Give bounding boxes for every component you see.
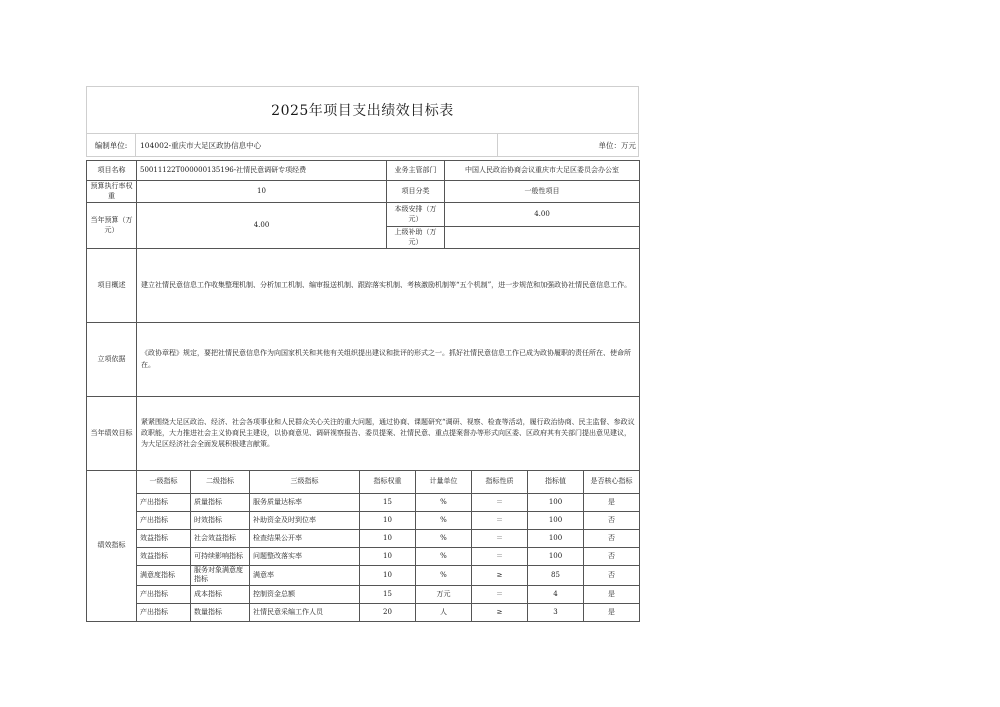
indicator-row <box>87 494 640 512</box>
category-label: 项目分类 <box>387 181 445 203</box>
performance-table-page <box>86 86 639 622</box>
indicator-cell: 满意率 <box>250 566 360 586</box>
indicator-cell: % <box>416 494 472 512</box>
upper-value <box>445 227 640 249</box>
indicator-cell: 100 <box>528 512 584 530</box>
header-cell: 三级指标 <box>250 471 360 494</box>
indicator-cell: 15 <box>360 585 416 603</box>
indicator-cell: 万元 <box>416 585 472 603</box>
indicator-cell: % <box>416 548 472 566</box>
indicator-row <box>87 585 640 603</box>
indicator-cell: ＝ <box>472 530 528 548</box>
basis-text: 《政协章程》规定，要把社情民意信息作为向国家机关和其他有关组织提出建议和批评的形式之一。抓好社情民意信息工作已成为政协履职的责任所在、使命所在。 <box>137 323 640 397</box>
unit-label: 单位：万元 <box>497 134 638 156</box>
indicator-cell: 质量指标 <box>191 494 250 512</box>
indicator-cell: 效益指标 <box>137 530 191 548</box>
indicator-cell: 10 <box>360 512 416 530</box>
indicator-cell: 10 <box>360 530 416 548</box>
indicator-cell: 20 <box>360 603 416 621</box>
indicator-cell: 15 <box>360 494 416 512</box>
indicator-cell: 效益指标 <box>137 548 191 566</box>
indicator-cell: 服务对象满意度指标 <box>191 566 250 586</box>
indicator-cell: 100 <box>528 548 584 566</box>
indicator-cell: 产出指标 <box>137 512 191 530</box>
org-value: 104002-重庆市大足区政协信息中心 <box>135 134 497 156</box>
header-cell: 指标值 <box>528 471 584 494</box>
basis-label: 立项依据 <box>87 323 137 397</box>
overview-text: 建立社情民意信息工作收集整理机制、分析加工机制、编审报送机制、跟踪落实机制、考核激励机制等“五个机制”，进一步规范和加强政协社情民意信息工作。 <box>137 249 640 323</box>
indicator-cell: 3 <box>528 603 584 621</box>
header-cell: 一级指标 <box>137 471 191 494</box>
indicator-cell: 服务质量达标率 <box>250 494 360 512</box>
indicator-cell: 是 <box>584 603 640 621</box>
indicator-cell: 可持续影响指标 <box>191 548 250 566</box>
goal-label: 当年绩效目标 <box>87 397 137 471</box>
page-title: 2025年项目支出绩效目标表 <box>86 86 639 133</box>
org-unit-row <box>86 133 639 157</box>
indicator-cell: 否 <box>584 566 640 586</box>
indicator-row <box>87 512 640 530</box>
category-value: 一般性项目 <box>445 181 640 203</box>
org-label: 编制单位: <box>94 140 128 150</box>
indicator-row <box>87 566 640 586</box>
project-info-table <box>86 160 640 471</box>
weight-value: 10 <box>137 181 387 203</box>
indicator-row <box>87 603 640 621</box>
indicator-cell: ＝ <box>472 548 528 566</box>
indicator-cell: 补助资金及时到位率 <box>250 512 360 530</box>
indicator-cell: ＝ <box>472 585 528 603</box>
indicator-cell: 产出指标 <box>137 494 191 512</box>
project-name-value: 50011122T000000135196-社情民意调研专项经费 <box>137 161 387 181</box>
budget-label: 当年预算（万元） <box>87 203 137 249</box>
indicator-cell: 控制资金总额 <box>250 585 360 603</box>
indicator-cell: 否 <box>584 530 640 548</box>
indicator-cell: 4 <box>528 585 584 603</box>
header-cell: 是否核心指标 <box>584 471 640 494</box>
indicator-cell: 满意度指标 <box>137 566 191 586</box>
weight-label: 预算执行率权重 <box>87 181 137 203</box>
indicator-cell: 100 <box>528 530 584 548</box>
indicator-cell: 成本指标 <box>191 585 250 603</box>
indicator-cell: 人 <box>416 603 472 621</box>
indicator-cell: 100 <box>528 494 584 512</box>
indicator-row <box>87 530 640 548</box>
header-cell: 二级指标 <box>191 471 250 494</box>
budget-value: 4.00 <box>137 203 387 249</box>
upper-label: 上级补助（万元） <box>387 227 445 249</box>
indicator-cell: 是 <box>584 494 640 512</box>
header-cell: 计量单位 <box>416 471 472 494</box>
indicator-cell: ≥ <box>472 566 528 586</box>
indicator-cell: 10 <box>360 566 416 586</box>
header-cell: 指标权重 <box>360 471 416 494</box>
header-cell: 指标性质 <box>472 471 528 494</box>
indicator-cell: ＝ <box>472 494 528 512</box>
indicator-cell: 产出指标 <box>137 585 191 603</box>
indicator-cell: % <box>416 530 472 548</box>
indicator-cell: 数量指标 <box>191 603 250 621</box>
local-value: 4.00 <box>445 203 640 227</box>
indicator-cell: % <box>416 566 472 586</box>
indicator-cell: ≥ <box>472 603 528 621</box>
indicator-cell: 问题整改落实率 <box>250 548 360 566</box>
indicator-cell: 时效指标 <box>191 512 250 530</box>
dept-label: 业务主管部门 <box>387 161 445 181</box>
indicators-header-row <box>87 471 640 494</box>
indicator-cell: 检查结果公开率 <box>250 530 360 548</box>
indicator-cell: 产出指标 <box>137 603 191 621</box>
overview-label: 项目概述 <box>87 249 137 323</box>
local-label: 本级安排（万元） <box>387 203 445 227</box>
indicator-cell: 否 <box>584 512 640 530</box>
indicator-cell: 10 <box>360 548 416 566</box>
indicators-table <box>86 470 640 622</box>
dept-value: 中国人民政治协商会议重庆市大足区委员会办公室 <box>445 161 640 181</box>
indicator-cell: 否 <box>584 548 640 566</box>
indicator-cell: 是 <box>584 585 640 603</box>
indicator-cell: ＝ <box>472 512 528 530</box>
indicators-label: 绩效指标 <box>87 471 137 622</box>
indicator-cell: 社情民意采编工作人员 <box>250 603 360 621</box>
indicator-cell: 社会效益指标 <box>191 530 250 548</box>
goal-text: 紧紧围绕大足区政治、经济、社会各项事业和人民群众关心关注的重大问题，通过协商、课题研究“调研、视察、检查等活动，履行政治协商、民主监督、参政议政职能，大力推进社会主义协商民主建设，以协商意见、调研视察报告、委员提案、社情民意、重点提案督办等形式向区委、区政府其有关部门提出意见建议，为大足区经济社会全面发展积极建言献策。 <box>137 397 640 471</box>
project-name-label: 项目名称 <box>87 161 137 181</box>
indicator-row <box>87 548 640 566</box>
indicator-cell: 85 <box>528 566 584 586</box>
indicator-cell: % <box>416 512 472 530</box>
